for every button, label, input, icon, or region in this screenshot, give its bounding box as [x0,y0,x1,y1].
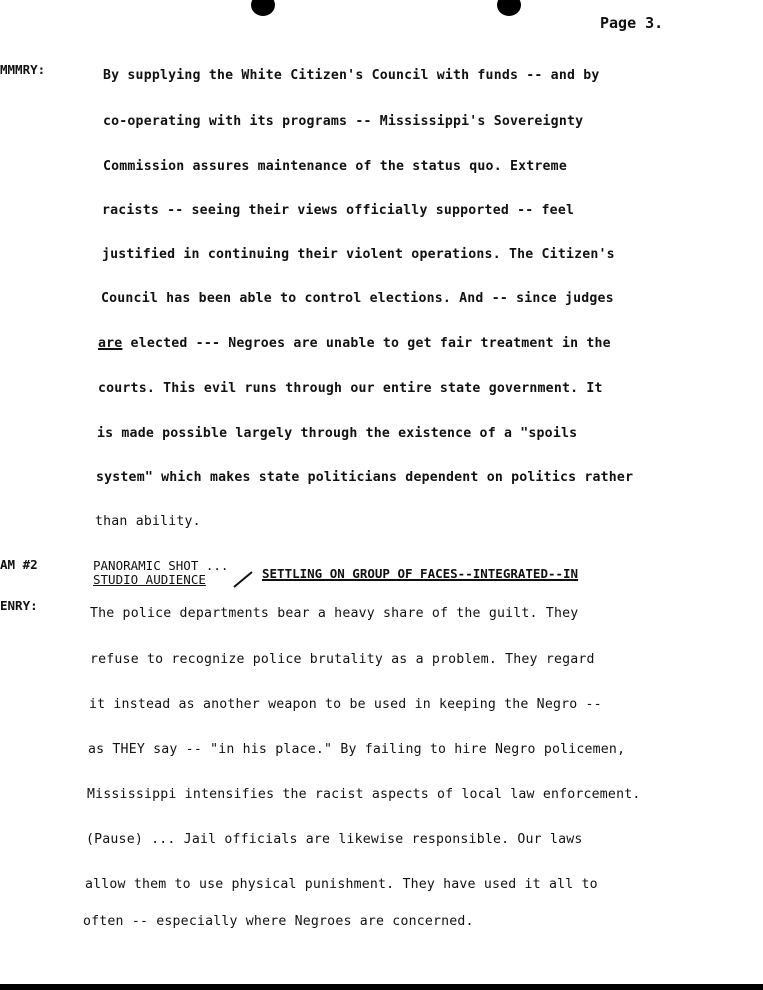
section-label-2: ENRY: [0,598,38,613]
camera-label: AM #2 [0,557,38,572]
text-line: justified in continuing their violent operations. The Citizen's [102,247,615,262]
text-line-rest: elected --- Negroes are unable to get fair treatment in the [122,336,611,351]
text-line: Commission assures maintenance of the status quo. Extreme [103,159,567,174]
text-line: co-operating with its programs -- Mississippi's Sovereignty [103,114,584,129]
page-number: Page 3. [600,14,664,32]
section-label-1: MMMRY: [0,62,46,77]
text-line: (Pause) ... Jail officials are likewise responsible. Our laws [86,832,583,847]
text-line: allow them to use physical punishment. They have used it all to [85,877,598,892]
camera-cue-direction: SETTLING ON GROUP OF FACES--INTEGRATED--IN [262,566,579,581]
slash-mark [230,570,256,588]
text-line: it instead as another weapon to be used in keeping the Negro -- [89,697,602,712]
text-line: system" which makes state politicians dependent on politics rather [96,470,634,485]
camera-cue-line2: STUDIO AUDIENCE [93,572,206,587]
scan-edge [0,984,763,990]
text-line: racists -- seeing their views officially supported -- feel [102,203,575,218]
underlined-word: are [98,336,123,351]
text-line: By supplying the White Citizen's Council with funds -- and by [103,68,600,83]
text-line: refuse to recognize police brutality as a problem. They regard [90,652,595,667]
text-line: Mississippi intensifies the racist aspects of local law enforcement. [87,787,641,802]
text-line: as THEY say -- "in his place." By failing to hire Negro policemen, [88,742,626,757]
punch-hole-left [251,0,275,16]
text-line: than ability. [95,514,201,529]
text-line: is made possible largely through the existence of a "spoils [97,426,578,441]
text-line: Council has been able to control elections. And -- since judges [101,291,614,306]
punch-hole-right [497,0,521,16]
text-line-with-underline [98,336,611,351]
camera-cue-line1: PANORAMIC SHOT ... [93,558,229,573]
text-line: courts. This evil runs through our entire state government. It [98,381,603,396]
text-line: often -- especially where Negroes are concerned. [83,914,474,929]
text-line: The police departments bear a heavy share of the guilt. They [90,606,579,621]
